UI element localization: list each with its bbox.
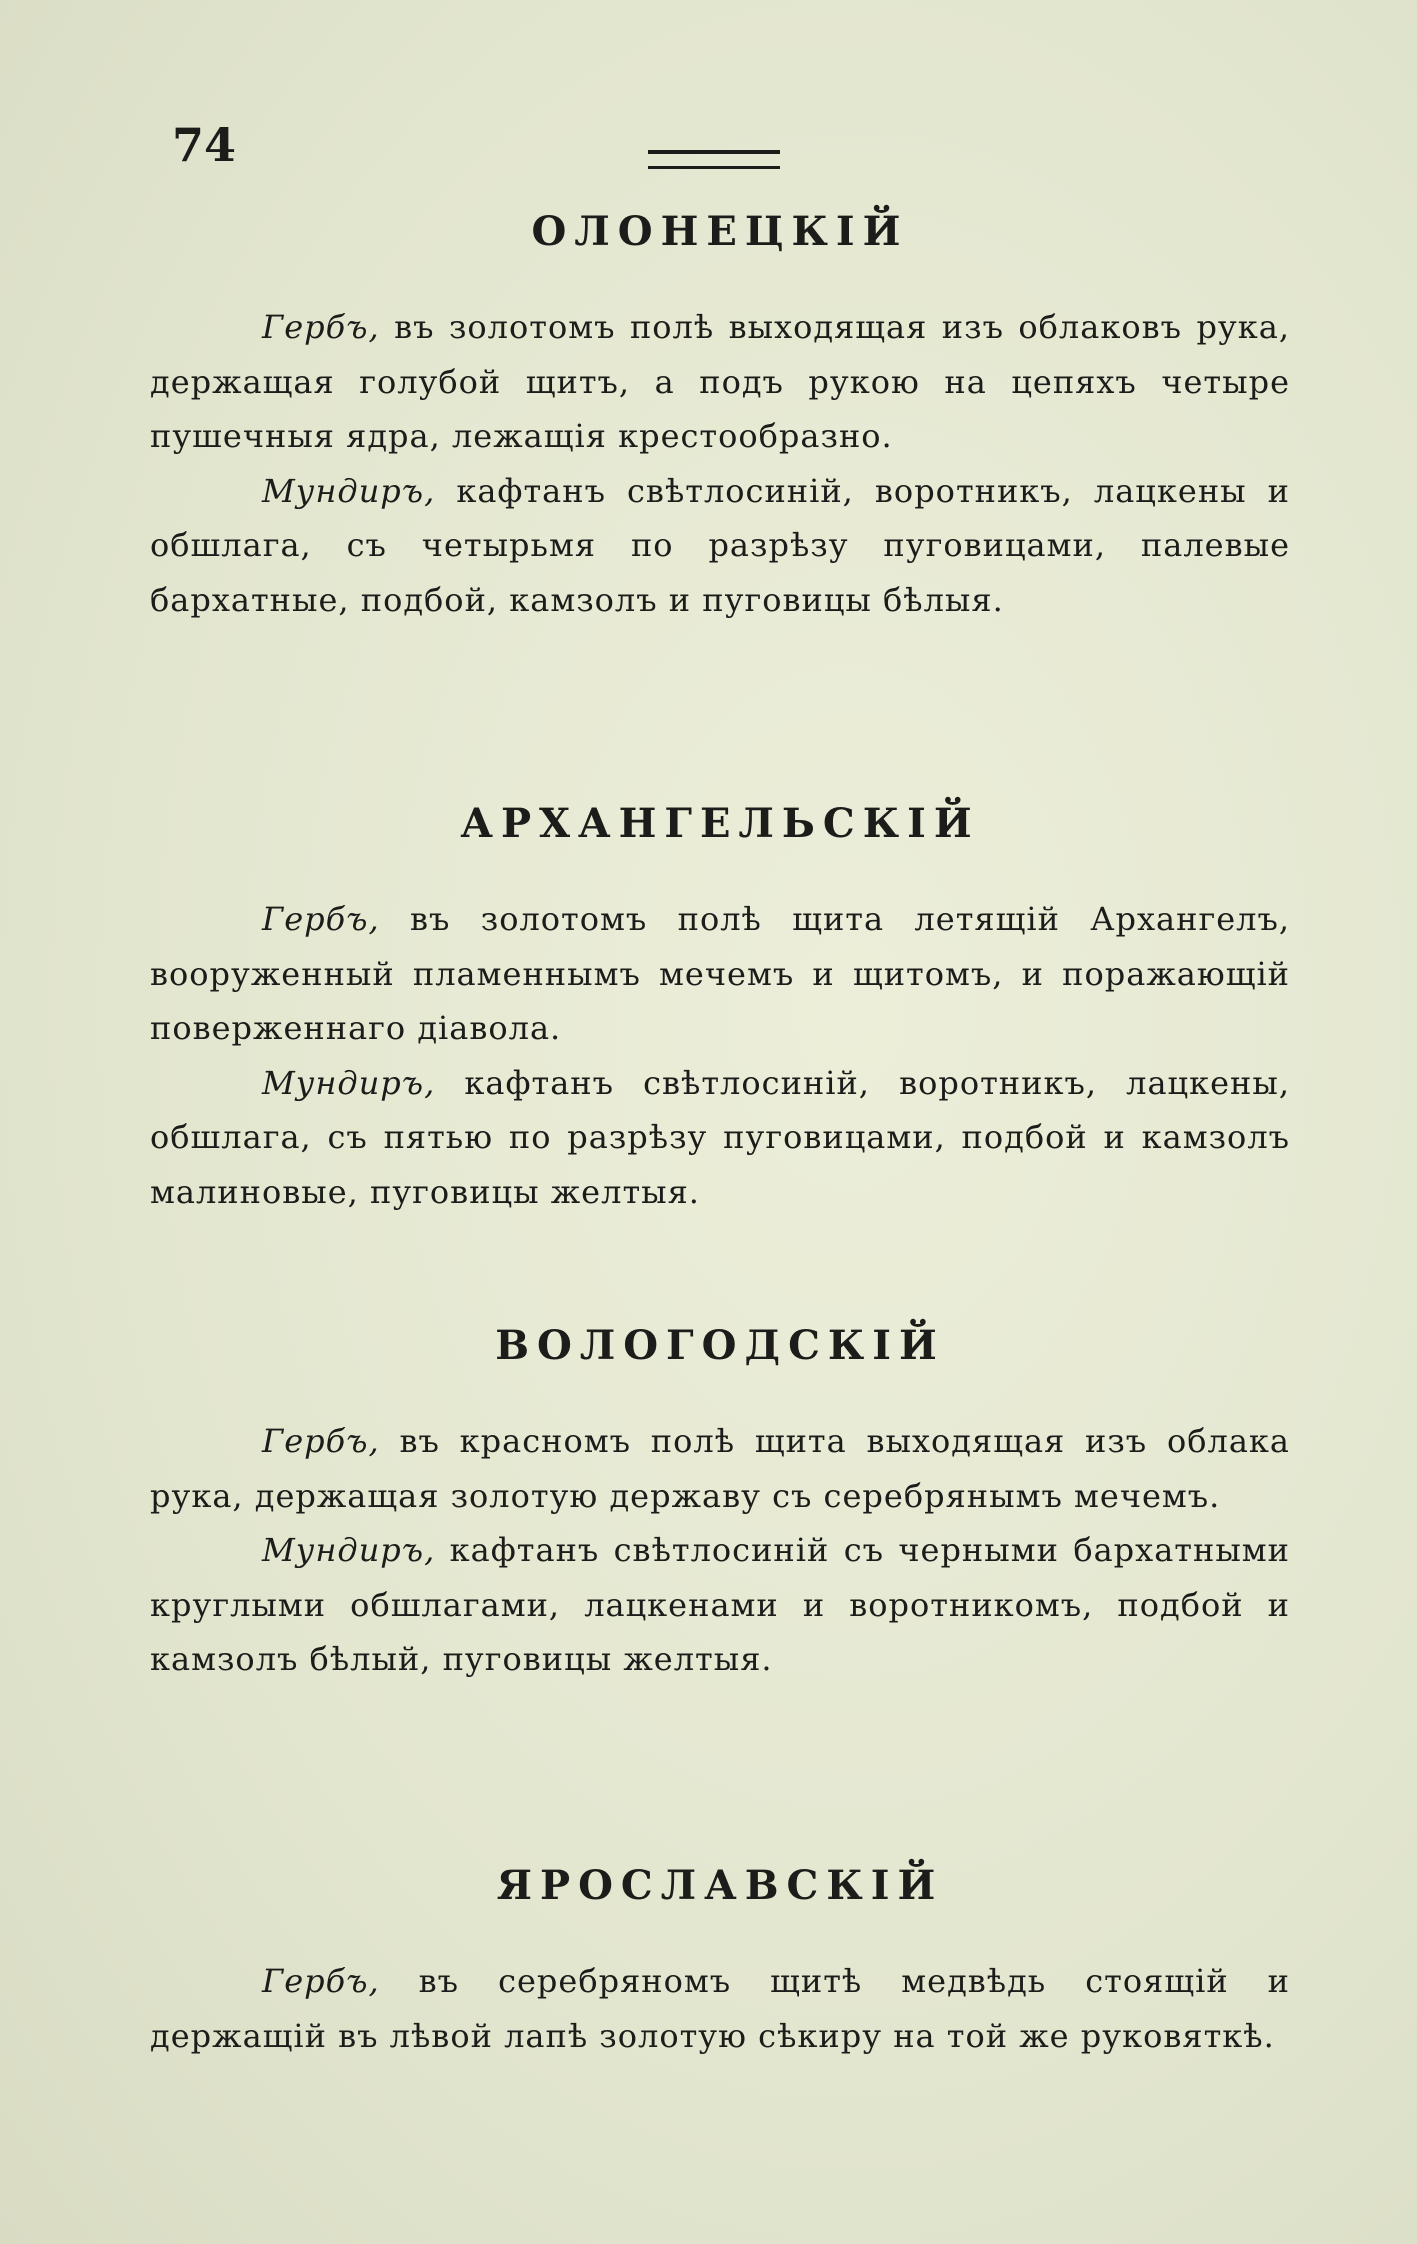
section-heading: ВОЛОГОДСКІЙ <box>495 1322 945 1369</box>
paragraph-text: въ золотомъ полѣ щита летящій Архангелъ, вооруженный пламеннымъ мечемъ и щитомъ, и поражающій поверженнаго діавола. <box>150 900 1290 1047</box>
paragraph-text: въ красномъ полѣ щита выходящая изъ облака рука, держащая золотую державу съ серебрянымъ мечемъ. <box>150 1422 1290 1515</box>
header-rule-thin <box>648 166 780 169</box>
uniform-paragraph <box>150 464 1290 628</box>
paragraph-label: Мундиръ, <box>262 1063 436 1102</box>
paragraph-text: въ серебряномъ щитѣ медвѣдь стоящій и держащій въ лѣвой лапѣ золотую сѣкиру на той же руковяткѣ. <box>150 1962 1290 2055</box>
paragraph-text: кафтанъ свѣтлосиній, воротникъ, лацкены, обшлага, съ пятью по разрѣзу пуговицами, подбой и камзолъ малиновые, пуговицы желтыя. <box>150 1063 1290 1211</box>
section-heading: ОЛОНЕЦКІЙ <box>531 208 909 255</box>
section-yaroslavl <box>150 1858 1290 2063</box>
page-number: 74 <box>172 118 237 172</box>
paragraph-label: Гербъ, <box>262 308 380 346</box>
uniform-paragraph <box>150 1523 1290 1687</box>
section-vologda <box>150 1318 1290 1687</box>
section-olonets <box>150 204 1290 627</box>
section-arkhangelsk <box>150 796 1290 1219</box>
paragraph-label: Мундиръ, <box>262 471 436 510</box>
paragraph-text: кафтанъ свѣтлосиній, воротникъ, лацкены и обшлага, съ четырьмя по разрѣзу пуговицами, палевые бархатные, подбой, камзолъ и пуговицы бѣлыя. <box>150 471 1290 619</box>
coat-of-arms-paragraph <box>150 1414 1290 1523</box>
paragraph-text: въ золотомъ полѣ выходящая изъ облаковъ рука, держащая голубой щитъ, а подъ рукою на цепяхъ четыре пушечныя ядра, лежащія крестообразно. <box>150 308 1290 455</box>
coat-of-arms-paragraph <box>150 1954 1290 2063</box>
section-heading: ЯРОСЛАВСКІЙ <box>496 1862 944 1909</box>
header-rule <box>648 150 780 154</box>
paragraph-label: Гербъ, <box>262 1962 380 2000</box>
coat-of-arms-paragraph <box>150 300 1290 464</box>
paragraph-label: Мундиръ, <box>262 1531 436 1569</box>
paragraph-text: кафтанъ свѣтлосиній съ черными бархатными круглыми обшлагами, лацкенами и воротникомъ, подбой и камзолъ бѣлый, пуговицы желтыя. <box>150 1531 1290 1678</box>
paragraph-label: Гербъ, <box>262 1422 380 1460</box>
coat-of-arms-paragraph <box>150 892 1290 1056</box>
paragraph-label: Гербъ, <box>262 900 380 938</box>
uniform-paragraph <box>150 1056 1290 1220</box>
section-heading: АРХАНГЕЛЬСКІЙ <box>460 800 980 847</box>
